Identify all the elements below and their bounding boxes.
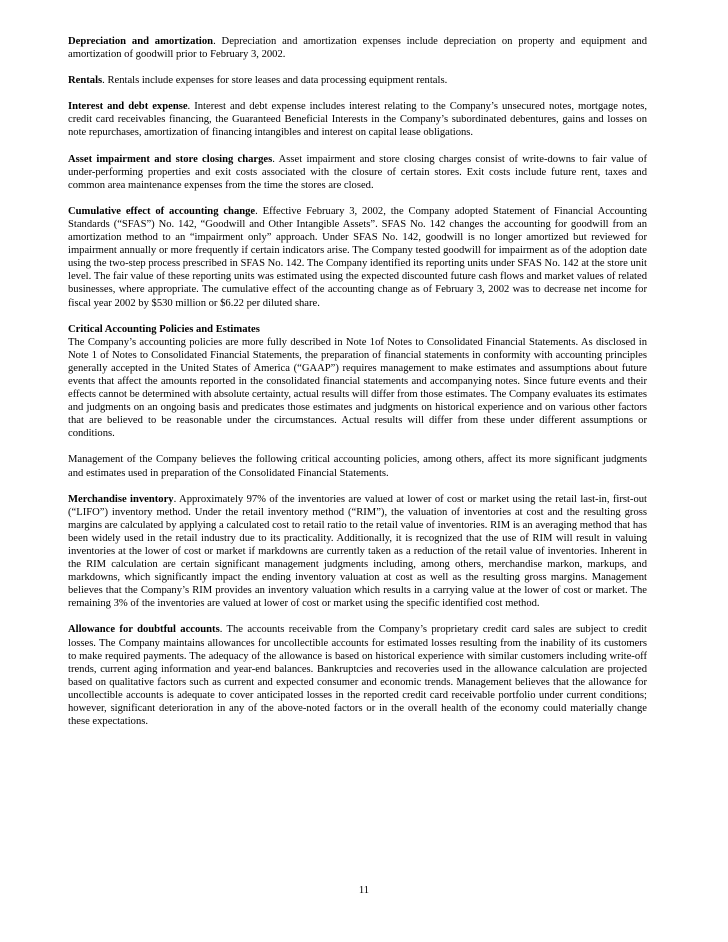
- term-separator: .: [219, 624, 227, 636]
- paragraph-body: Effective February 3, 2002, the Company adopted Statement of Financial Accounting Standards (“SFAS”) No. 142, “Goodwill and Other Intangible Assets”. SFAS No. 142 changes the accounting for goodwill from an amortization method to an “impairment only” approach. Under SFAS No. 142, goodwill is no longer amortized but reviewed for impairment annually or more frequently if certain indicators arise. The Company tested goodwill for impairment as of the adoption date using the two-step process prescribed in SFAS No. 142. The Company identified its reporting units under SFAS No. 142 at the store unit level. The fair value of these reporting units was estimated using the expected discounted future cash flows and market values of related businesses, where appropriate. The cumulative effect of the accounting change as of February 3, 2002 was to decrease net income for fiscal year 2002 by $530 million or $6.22 per diluted share.: [68, 205, 647, 309]
- paragraph-asset-impairment: [68, 153, 647, 192]
- paragraph-management-intro: Management of the Company believes the following critical accounting policies, among others, affect its more significant judgments and estimates used in preparation of the Consolidated Financial Statements.: [68, 454, 647, 479]
- term-separator: .: [255, 205, 263, 217]
- paragraph-body: Depreciation and amortization expenses include depreciation on property and equipment and amortization of goodwill prior to February 3, 2002.: [68, 36, 648, 61]
- paragraph-interest: [68, 100, 647, 139]
- paragraph-body: Asset impairment and store closing charges consist of write-downs to fair value of under-performing properties and exit costs associated with the closure of certain stores. Exit costs include future rent, taxes and common area maintenance expenses from the time the stores are closed.: [68, 153, 647, 191]
- section-heading: Critical Accounting Policies and Estimates: [68, 323, 260, 335]
- paragraph-body: Approximately 97% of the inventories are valued at lower of cost or market using the retail last-in, first-out (“LIFO”) inventory method. Under the retail inventory method (“RIM”), the valuation of inventories at cost and the resulting gross margins are calculated by applying a calculated cost to retail ratio to the retail value of inventories. RIM is an averaging method that has been widely used in the retail industry due to its practicality. Additionally, it is recognized that the use of RIM will result in valuing inventories at the lower of cost or market if markdowns are currently taken as a reduction of the retail value of inventories. Inherent in the RIM calculation are certain significant management judgments including, among others, merchandise markon, markups, and markdowns, which significantly impact the ending inventory valuation at cost as well as the resulting gross margins. Management believes that the Company’s RIM provides an inventory valuation which results in a carrying value at the lower of cost or market. The remaining 3% of the inventories are valued at lower of cost or market using the specific identified cost method.: [68, 493, 647, 610]
- page-number: 11: [358, 885, 370, 896]
- section-body: The Company’s accounting policies are more fully described in Note 1of Notes to Consolidated Financial Statements. As disclosed in Note 1 of Notes to Consolidated Financial Statements, the preparation of financial statements in conformity with accounting principles generally accepted in the United States of America (“GAAP”) requires management to make estimates and assumptions about future events that affect the amounts reported in the consolidated financial statements and accompanying notes. Since future events and their effects cannot be determined with absolute certainty, actual results will differ from those estimates. The Company evaluates its estimates and judgments on an ongoing basis and predicates those estimates and judgments on historical experience and on various other factors that are believed to be reasonable under the circumstances. Actual results will differ from these under different assumptions or conditions.: [68, 336, 647, 440]
- paragraph-cumulative-effect: [68, 205, 647, 310]
- paragraph-body: Interest and debt expense includes interest relating to the Company’s unsecured notes, mortgage notes, credit card receivables financing, the Guaranteed Beneficial Interests in the Company’s subordinated debentures, gains and losses on note repurchases, amortization of financing intangibles and interest on capital lease obligations.: [68, 101, 648, 139]
- paragraph-term: Allowance for doubtful accounts: [68, 624, 220, 636]
- paragraph-term: Rentals: [68, 75, 103, 87]
- paragraph-body: Rentals include expenses for store leases and data processing equipment rentals.: [107, 75, 448, 87]
- term-separator: .: [272, 153, 279, 165]
- term-separator: .: [187, 101, 195, 113]
- term-separator: .: [173, 493, 180, 505]
- paragraph-body: The accounts receivable from the Company’s proprietary credit card sales are subject to credit losses. The Company maintains allowances for uncollectible accounts for estimated losses resulting from the inability of its customers to make required payments. The adequacy of the allowance is based on historical experience with similar customers including write-off trends, current aging information and year-end balances. Bankruptcies and recoveries used in the allowance calculation are projected based on qualitative factors such as current and expected consumer and economic trends. Management believes that the allowance for uncollectible accounts is adequate to cover anticipated losses in the reported credit card receivable portfolio under current conditions; however, significant deterioration in any of the above-noted factors or in the overall health of the economy could materially change these expectations.: [68, 624, 647, 728]
- paragraph-term: Asset impairment and store closing charges: [68, 153, 273, 165]
- paragraph-term: Depreciation and amortization: [68, 36, 214, 47]
- section-critical-accounting: [68, 323, 647, 441]
- paragraph-depreciation: [68, 35, 647, 61]
- term-separator: .: [102, 75, 108, 87]
- paragraph-term: Interest and debt expense: [68, 101, 188, 113]
- paragraph-term: Cumulative effect of accounting change: [68, 205, 256, 217]
- paragraph-merchandise-inventory: [68, 493, 647, 611]
- document-page: [68, 35, 647, 741]
- paragraph-term: Merchandise inventory: [68, 493, 174, 505]
- paragraph-rentals: [68, 74, 647, 87]
- paragraph-allowance-doubtful: [68, 623, 647, 728]
- term-separator: .: [213, 36, 222, 47]
